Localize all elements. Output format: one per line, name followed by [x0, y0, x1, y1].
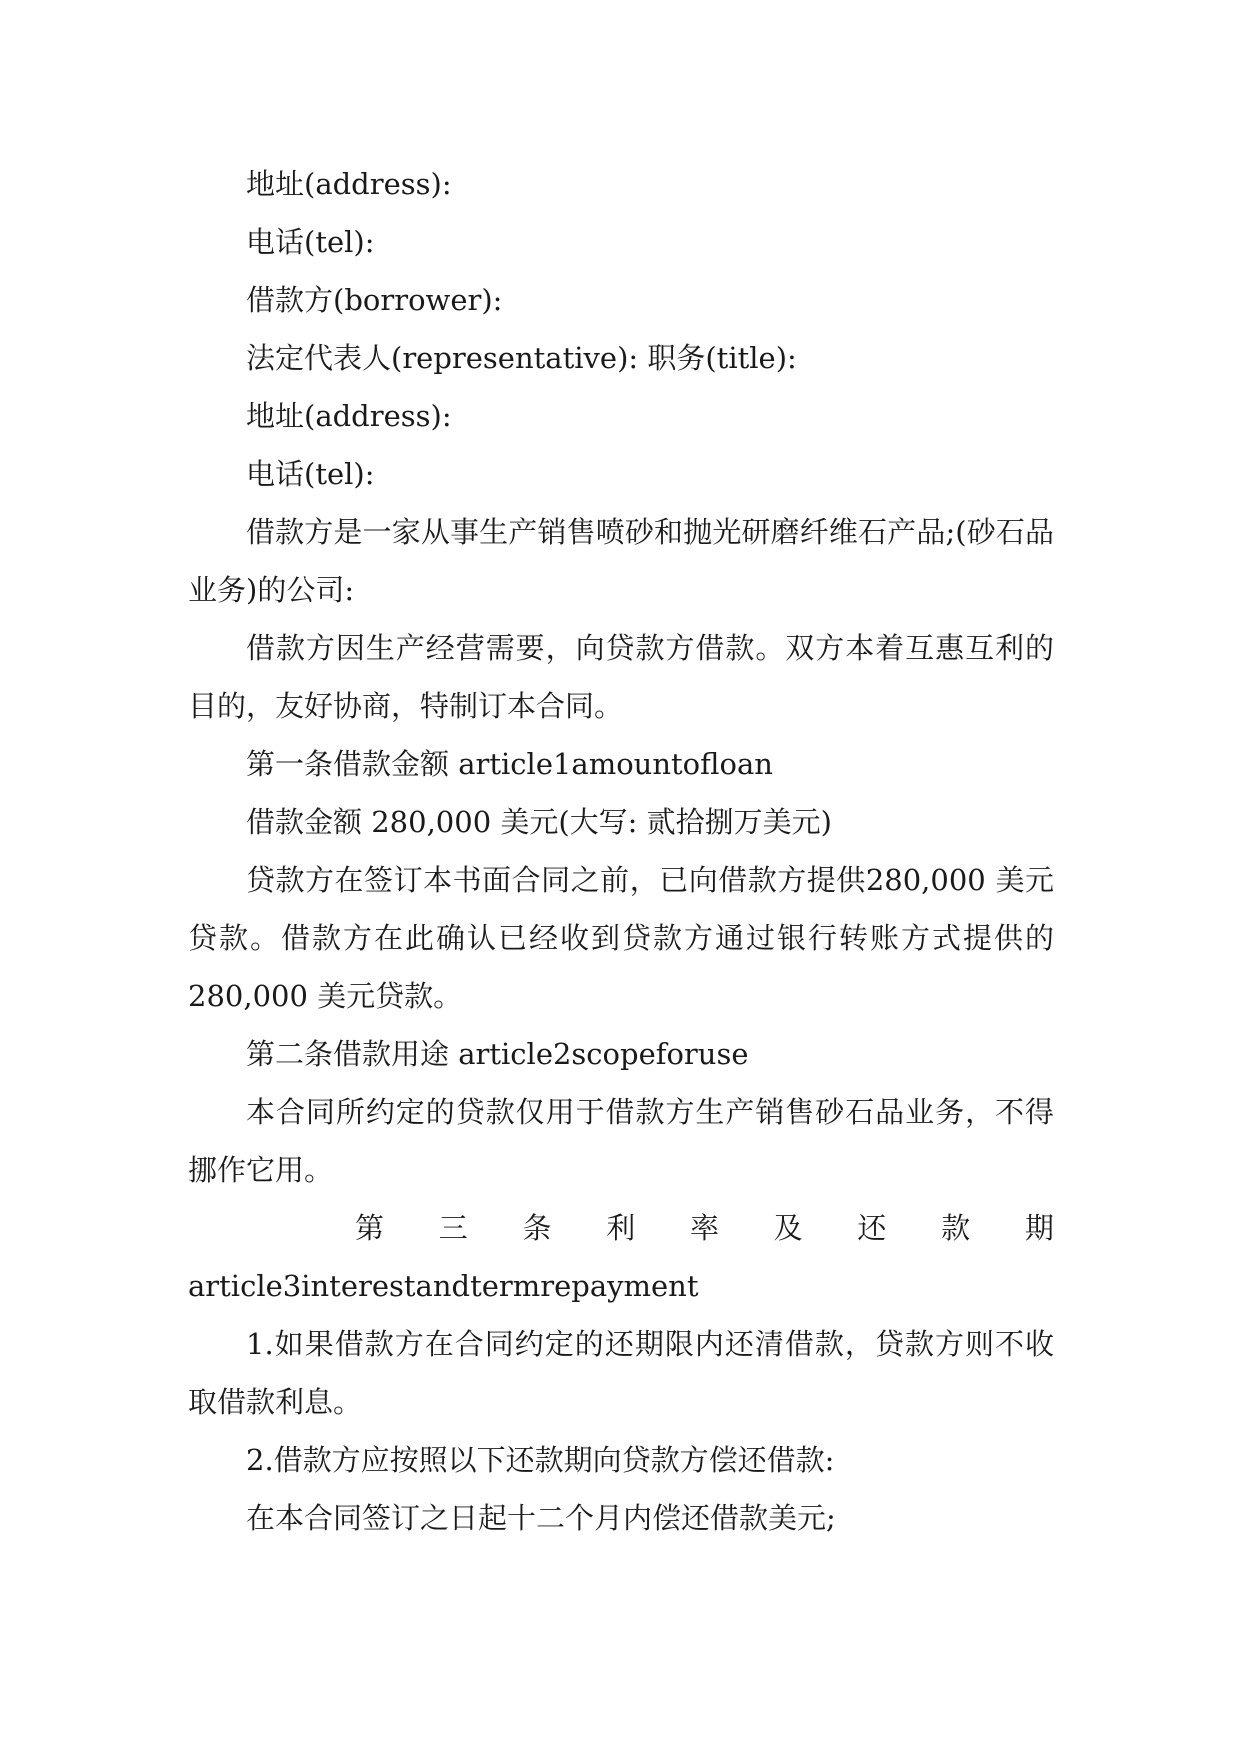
article3-item-2: 2.借款方应按照以下还款期向贷款方偿还借款:: [246, 1443, 835, 1477]
article2-body: 本合同所约定的贷款仅用于借款方生产销售砂石品业务，不得挪作它用。: [188, 1095, 1054, 1187]
lender-tel-line: 电话(tel):: [246, 225, 375, 259]
borrower-address-line: 地址(address):: [246, 399, 452, 433]
article3-title-char: 及: [773, 1211, 803, 1245]
lender-address-line: 地址(address):: [246, 167, 452, 201]
article1-amount: 借款金额 280,000 美元(大写: 贰拾捌万美元): [246, 805, 832, 839]
article3-title-char: 条: [522, 1211, 552, 1245]
article3-item-2-detail: 在本合同签订之日起十二个月内偿还借款美元;: [246, 1501, 836, 1535]
article1-title: 第一条借款金额 article1amountofloan: [246, 747, 773, 781]
article3-title-char: 款: [941, 1211, 971, 1245]
article3-title-en: article3interestandtermrepayment: [188, 1269, 699, 1303]
borrower-representative-line: 法定代表人(representative): 职务(title):: [246, 341, 797, 375]
article3-title-char: 三: [438, 1211, 468, 1245]
article3-title-char: 第: [355, 1211, 385, 1245]
article3-title-char: 利: [606, 1211, 636, 1245]
article1-body: 贷款方在签订本书面合同之前，已向借款方提供280,000 美元贷款。借款方在此确认已经收到贷款方通过银行转账方式提供的 280,000 美元贷款。: [188, 863, 1054, 1013]
intro-paragraph-2: 借款方因生产经营需要，向贷款方借款。双方本着互惠互利的目的，友好协商，特制订本合同。: [188, 631, 1054, 723]
article3-title-char: 还: [857, 1211, 887, 1245]
article3-title-char: 期: [1024, 1211, 1054, 1245]
article3-item-1: 1.如果借款方在合同约定的还期限内还清借款，贷款方则不收取借款利息。: [188, 1327, 1054, 1419]
intro-paragraph-1: 借款方是一家从事生产销售喷砂和抛光研磨纤维石产品;(砂石品业务)的公司:: [188, 515, 1054, 607]
article2-title: 第二条借款用途 article2scopeforuse: [246, 1037, 749, 1071]
borrower-line: 借款方(borrower):: [246, 283, 503, 317]
article3-title-char: 率: [689, 1211, 719, 1245]
borrower-tel-line: 电话(tel):: [246, 457, 375, 491]
document-body: [188, 155, 1054, 1547]
article3-title-cn: [188, 1199, 1054, 1257]
